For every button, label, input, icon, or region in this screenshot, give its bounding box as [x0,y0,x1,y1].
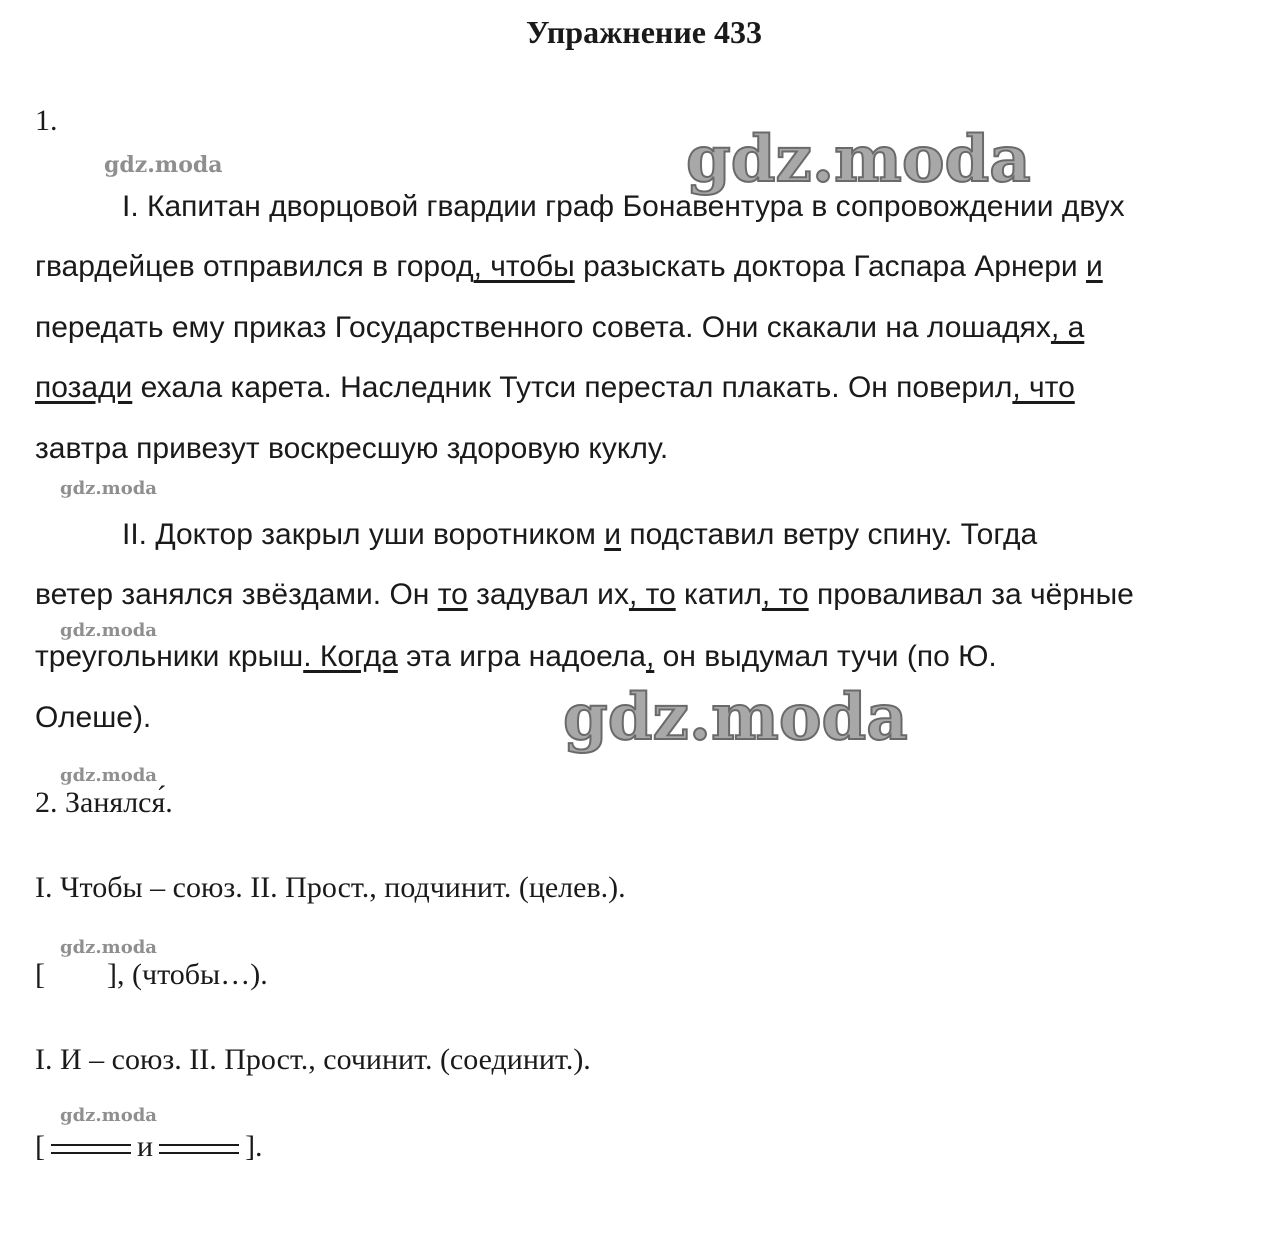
watermark-large: gdz.moda [563,680,908,755]
p1-line-5: завтра привезут воскресшую здоровую куклу. [35,432,669,465]
p2-line-2: ветер занялся звёздами. Он то задувал их, то катил, то проваливал за чёрные [35,578,1134,611]
analysis-2: I. И – союз. II. Прост., сочинит. (соединит.). [35,1043,591,1076]
watermark: gdz.moda [60,937,157,958]
section-1-number: 1. [35,104,58,137]
p1-line-4: позади ехала карета. Наследник Тутси перестал плакать. Он поверил, что [35,371,1075,404]
p2-line-3: треугольники крыш. Когда эта игра надоела, он выдумал тучи (по Ю. [35,640,997,673]
watermark: gdz.moda [60,478,157,499]
p1-line-3: передать ему приказ Государственного совета. Они скакали на лошадях, а [35,311,1085,344]
p2-line-4: Олеше). [35,701,152,734]
section-2-text: 2. Занялся́. [35,786,173,819]
page-title: Упражнение 433 [525,14,762,50]
p2-line-1: II. Доктор закрыл уши воротником и подставил ветру спину. Тогда [122,518,1038,551]
analysis-1: I. Чтобы – союз. II. Прост., подчинит. (целев.). [35,871,626,904]
p1-line-1: I. Капитан дворцовой гвардии граф Бонавентура в сопровождении двух [122,190,1125,223]
watermark-large: gdz.moda [686,122,1031,197]
scheme-1: [ ], (чтобы…). [35,958,268,991]
p1-line-2: гвардейцев отправился в город, чтобы разыскать доктора Гаспара Арнери и [35,250,1103,283]
predicate-underline-1 [51,1144,131,1154]
predicate-underline-2 [159,1144,239,1154]
watermark: gdz.moda [60,765,157,786]
watermark: gdz.moda [60,620,157,641]
watermark: gdz.moda [104,152,223,178]
watermark: gdz.moda [60,1105,157,1126]
scheme-2: [ и ]. [35,1130,263,1163]
